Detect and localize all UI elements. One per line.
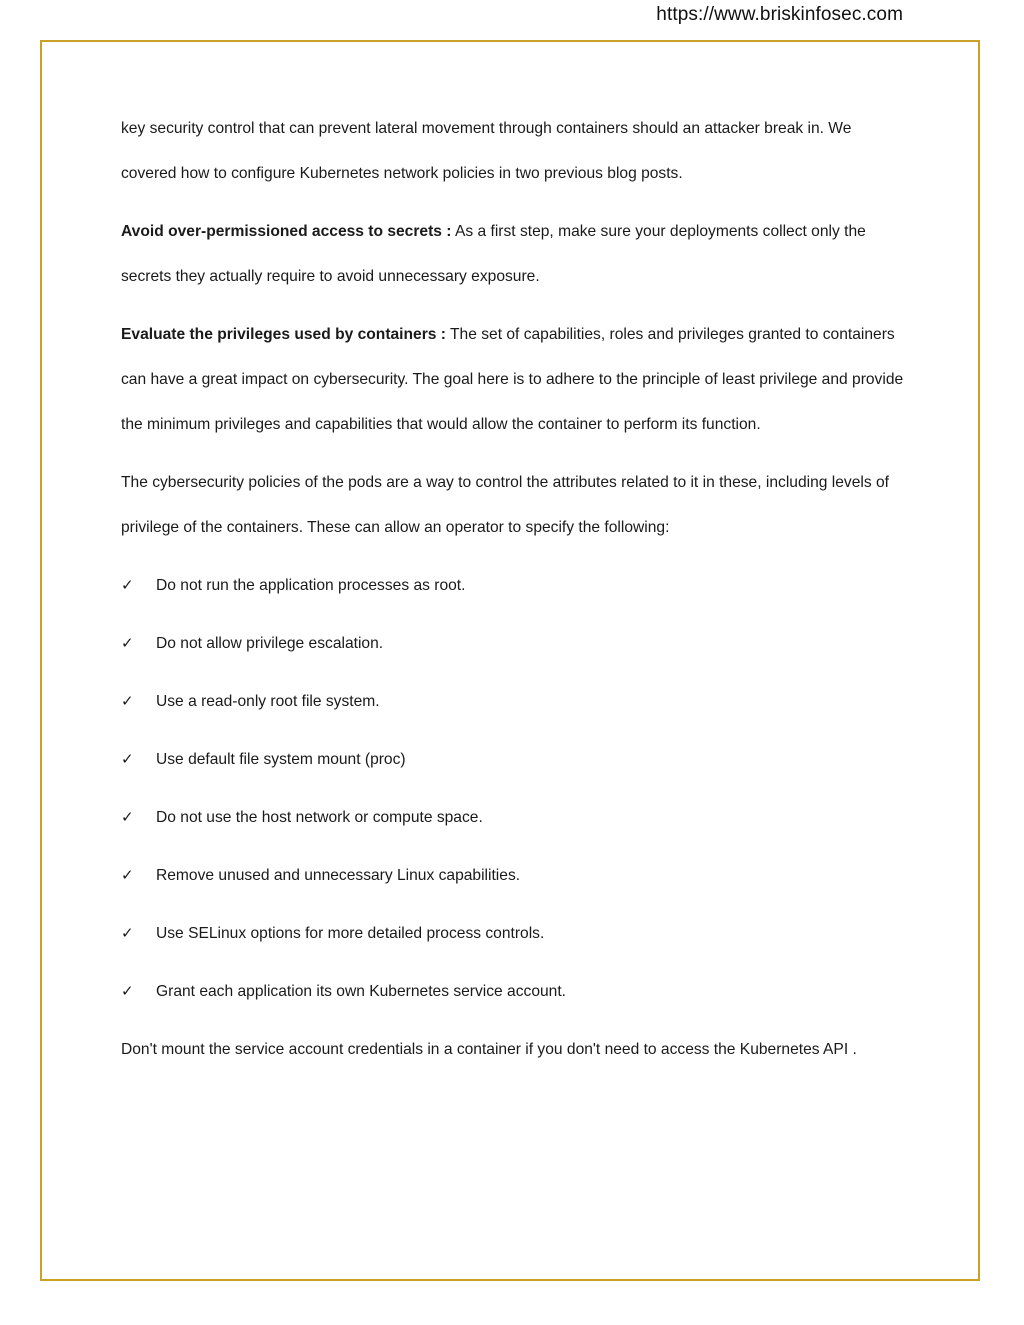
list-item-text: Use SELinux options for more detailed process controls.	[156, 925, 545, 942]
checkmark-icon: ✓	[121, 982, 134, 1000]
checkmark-icon: ✓	[121, 808, 134, 826]
list-item	[121, 853, 911, 898]
list-item-text: Do not allow privilege escalation.	[156, 635, 384, 652]
privileges-heading: Evaluate the privileges used by containers :	[121, 326, 446, 343]
secrets-heading: Avoid over-permissioned access to secrets :	[121, 223, 452, 240]
checkmark-icon: ✓	[121, 866, 134, 884]
policies-paragraph: The cybersecurity policies of the pods are a way to control the attributes related to it in these, including levels of privilege of the containers. These can allow an operator to specify the following:	[121, 474, 889, 536]
list-item-text: Do not run the application processes as root.	[156, 577, 466, 594]
checkmark-icon: ✓	[121, 750, 134, 768]
list-item-text: Do not use the host network or compute space.	[156, 809, 483, 826]
checkmark-icon: ✓	[121, 692, 134, 710]
list-item	[121, 911, 911, 956]
list-item	[121, 679, 911, 724]
closing-paragraph: Don't mount the service account credentials in a container if you don't need to access the Kubernetes API .	[121, 1041, 857, 1058]
list-item	[121, 737, 911, 782]
list-item	[121, 563, 911, 608]
privileges-text: The set of capabilities, roles and privileges granted to containers can have a great impact on cybersecurity. The goal here is to adhere to the principle of least privilege and provide the minimum privileges and capabilities that would allow the container to perform its function.	[121, 326, 904, 433]
list-item	[121, 969, 911, 1014]
secrets-paragraph	[121, 209, 911, 299]
checklist	[121, 563, 911, 1014]
document-body	[121, 106, 911, 1085]
list-item	[121, 621, 911, 666]
list-item	[121, 795, 911, 840]
secrets-text: As a first step, make sure your deployments collect only the secrets they actually require to avoid unnecessary exposure.	[121, 223, 866, 285]
checkmark-icon: ✓	[121, 924, 134, 942]
list-item-text: Use default file system mount (proc)	[156, 751, 406, 768]
list-item-text: Remove unused and unnecessary Linux capabilities.	[156, 867, 521, 884]
site-url: https://www.briskinfosec.com	[656, 4, 903, 25]
list-item-text: Use a read-only root file system.	[156, 693, 380, 710]
intro-paragraph: key security control that can prevent lateral movement through containers should an attacker break in. We covered how to configure Kubernetes network policies in two previous blog posts.	[121, 120, 852, 182]
checkmark-icon: ✓	[121, 576, 134, 594]
privileges-paragraph	[121, 312, 911, 447]
list-item-text: Grant each application its own Kubernetes service account.	[156, 983, 566, 1000]
checkmark-icon: ✓	[121, 634, 134, 652]
